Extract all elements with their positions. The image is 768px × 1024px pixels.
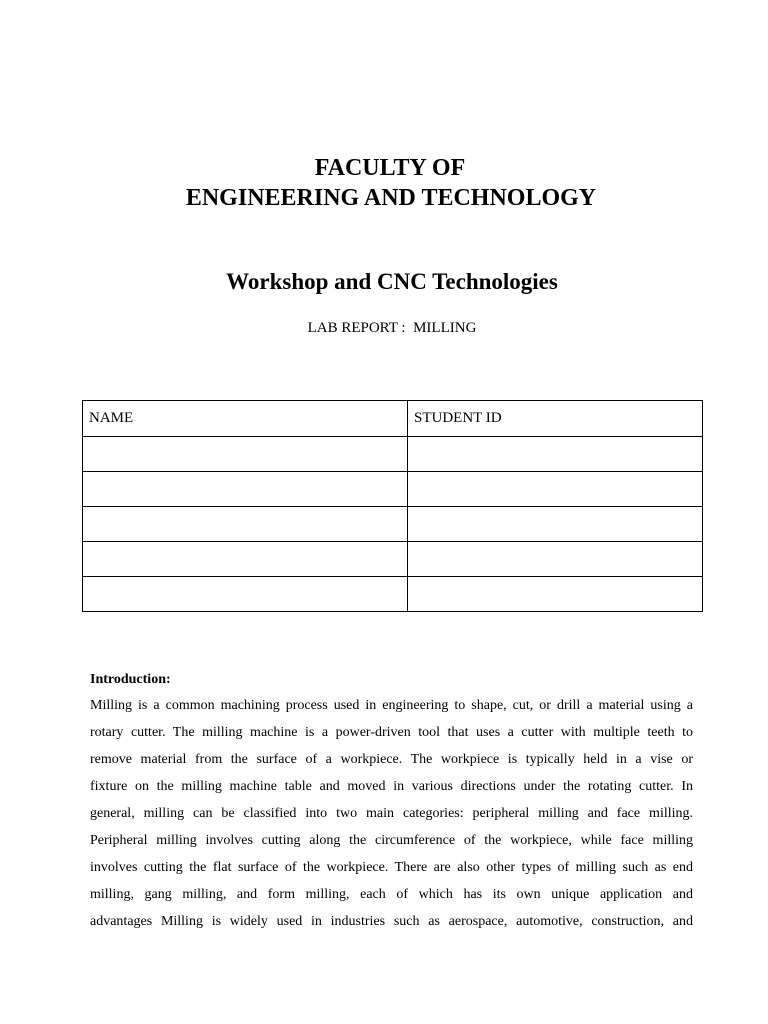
paragraph-line: Peripheral milling involves cutting along the circumference of the workpiece, while face milling	[90, 833, 693, 848]
paragraph-line: involves cutting the flat surface of the workpiece. There are also other types of milling such as end	[90, 860, 693, 875]
paragraph-line: advantages Milling is widely used in industries such as aerospace, automotive, construction, and	[90, 914, 693, 929]
table-row	[83, 507, 703, 542]
paragraph-line: milling, gang milling, and form milling, each of which has its own unique application and	[90, 887, 693, 902]
table-row	[83, 472, 703, 507]
name-cell[interactable]	[83, 507, 408, 542]
student-id-cell[interactable]	[408, 472, 703, 507]
table-row	[83, 577, 703, 612]
introduction-heading: Introduction:	[90, 672, 171, 687]
faculty-title-line2: ENGINEERING AND TECHNOLOGY	[185, 185, 597, 211]
student-id-cell[interactable]	[408, 507, 703, 542]
lab-report-subtitle: LAB REPORT : MILLING	[307, 320, 477, 336]
paragraph-line: remove material from the surface of a workpiece. The workpiece is typically held in a vise or	[90, 752, 693, 767]
name-cell[interactable]	[83, 542, 408, 577]
student-id-cell[interactable]	[408, 577, 703, 612]
introduction-paragraph	[90, 692, 693, 935]
student-id-cell[interactable]	[408, 542, 703, 577]
student-table-header-row	[83, 401, 703, 437]
column-header-student-id: STUDENT ID	[408, 401, 703, 437]
paragraph-line: general, milling can be classified into two main categories: peripheral milling and face milling.	[90, 806, 693, 821]
table-row	[83, 542, 703, 577]
faculty-title-line1: FACULTY OF	[314, 155, 466, 181]
column-header-name: NAME	[83, 401, 408, 437]
paragraph-line: fixture on the milling machine table and moved in various directions under the rotating cutter. In	[90, 779, 693, 794]
name-cell[interactable]	[83, 577, 408, 612]
paragraph-line: Milling is a common machining process used in engineering to shape, cut, or drill a material using a	[90, 698, 693, 713]
paragraph-line: rotary cutter. The milling machine is a power-driven tool that uses a cutter with multiple teeth to	[90, 725, 693, 740]
name-cell[interactable]	[83, 437, 408, 472]
student-table	[82, 400, 703, 612]
table-row	[83, 437, 703, 472]
name-cell[interactable]	[83, 472, 408, 507]
student-id-cell[interactable]	[408, 437, 703, 472]
course-title: Workshop and CNC Technologies	[226, 269, 558, 294]
